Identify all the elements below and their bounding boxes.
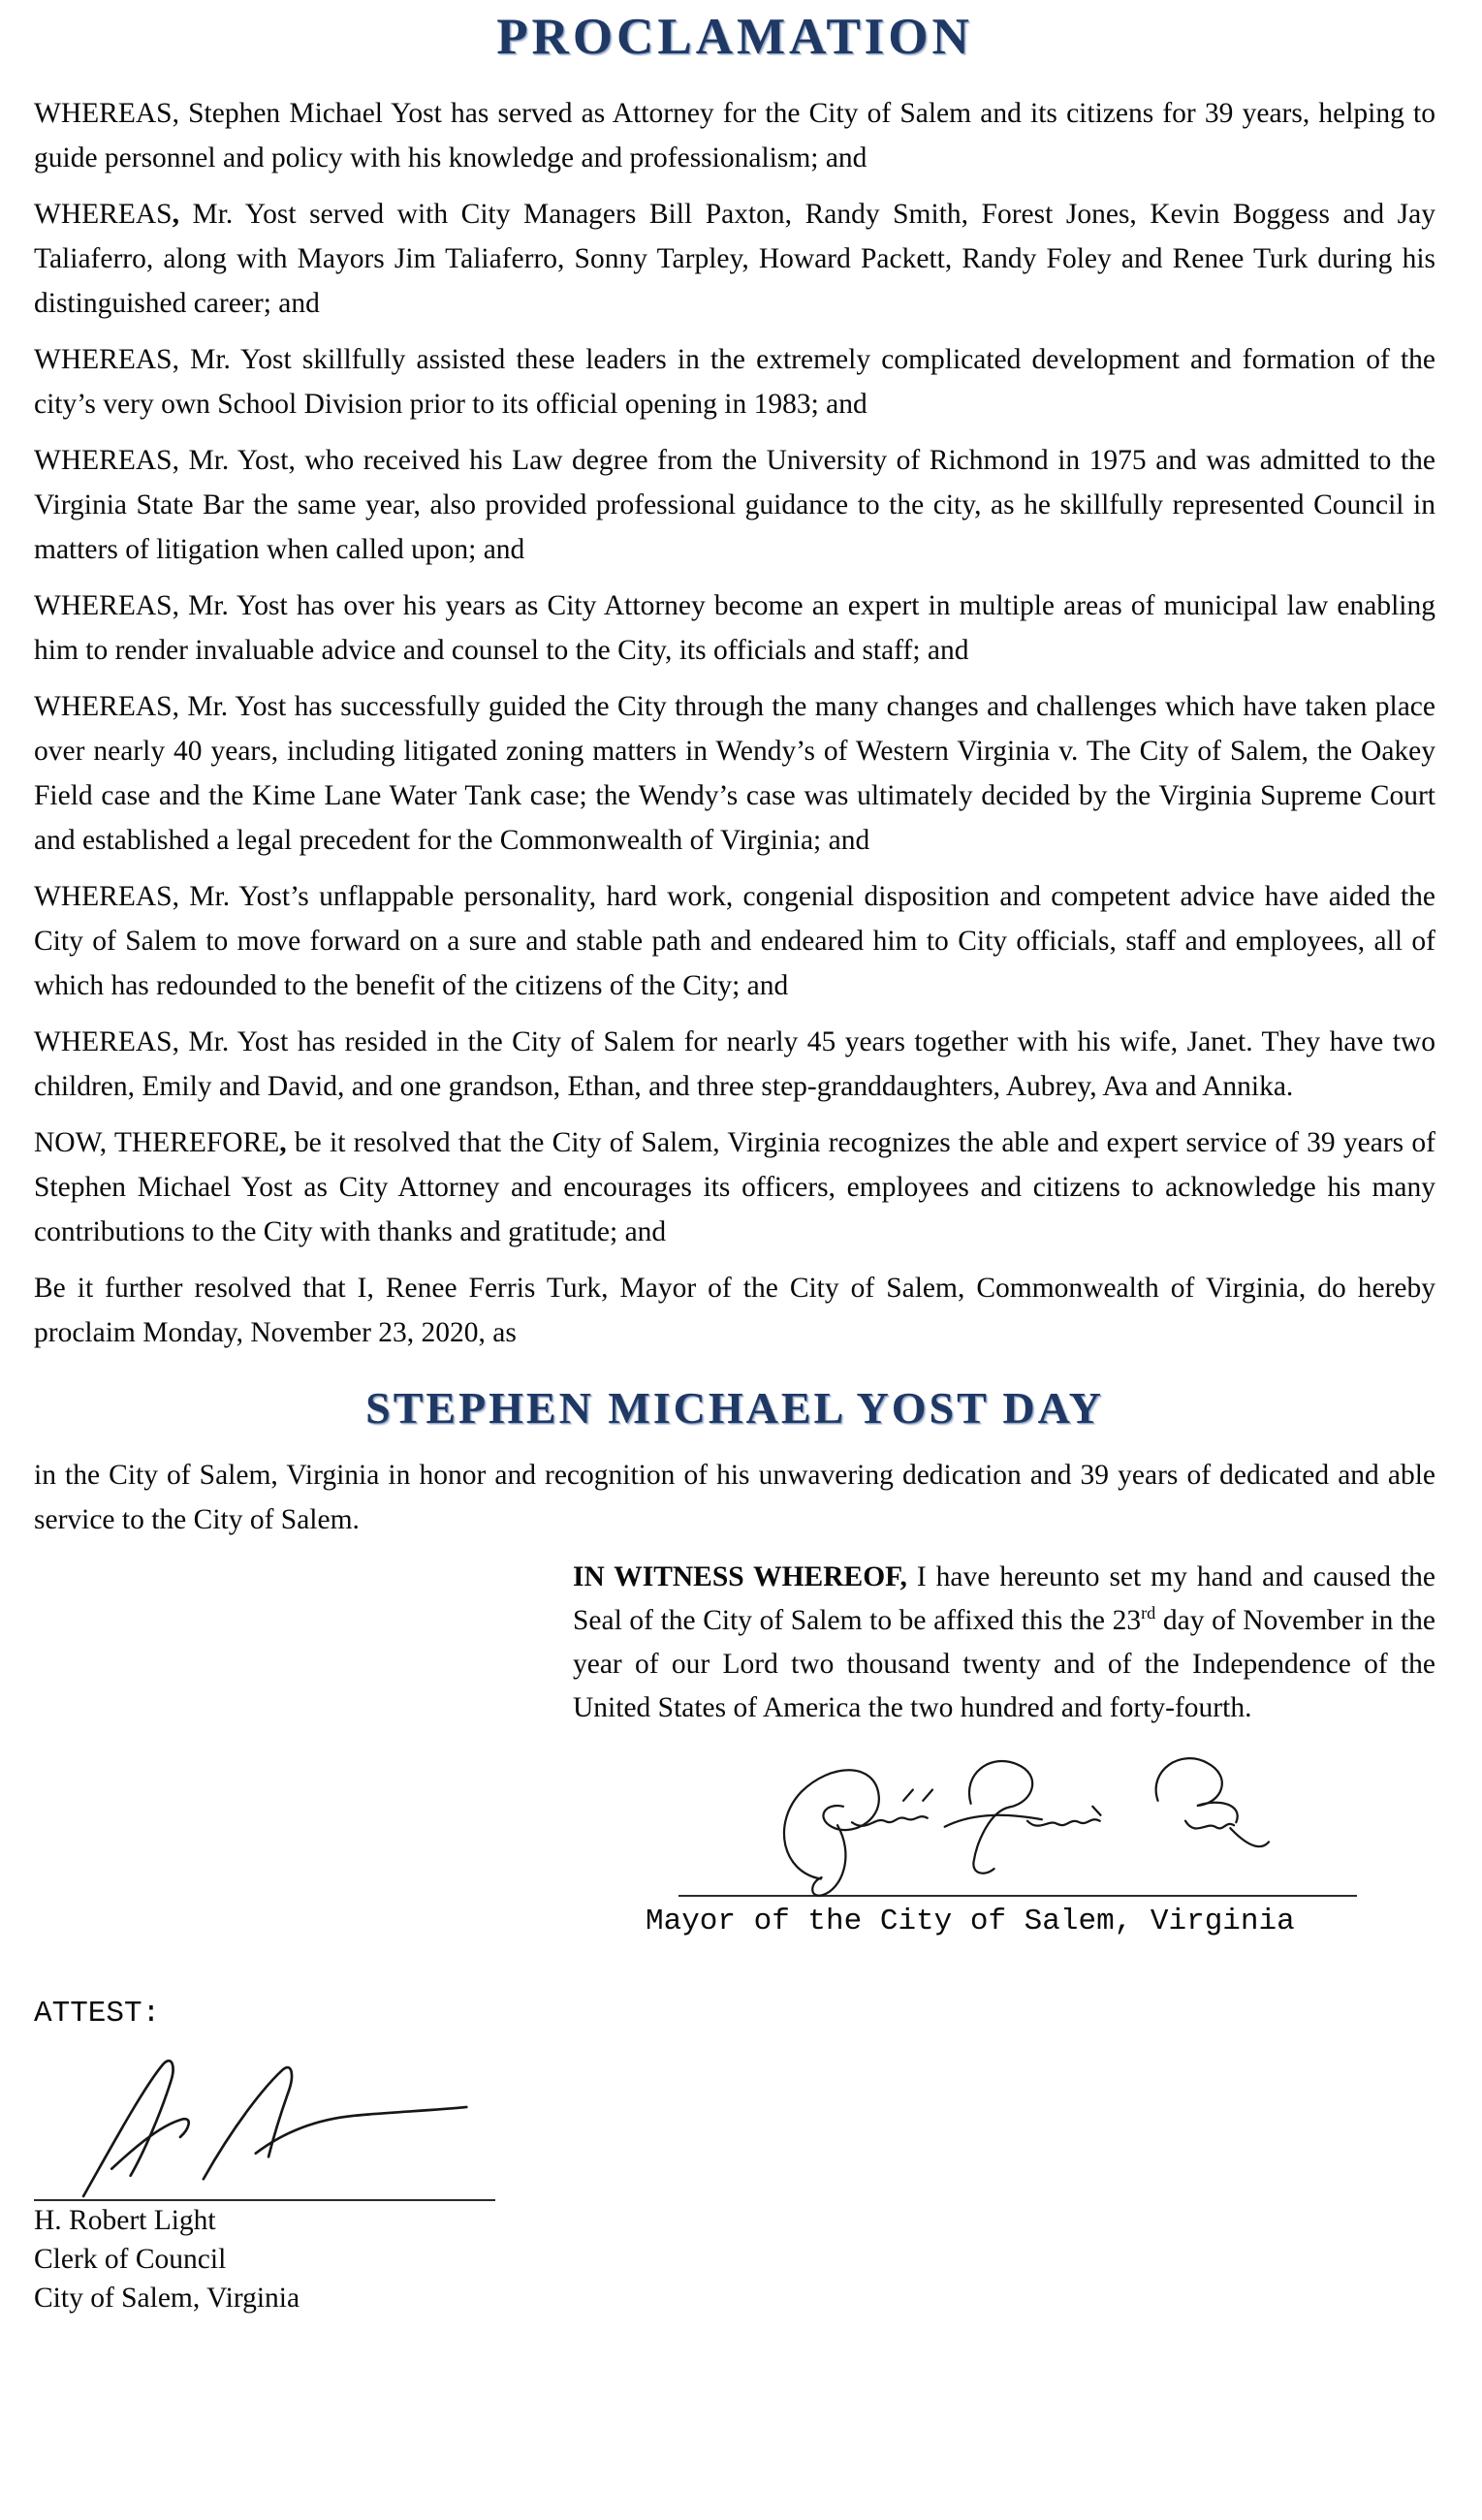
closing-paragraph: in the City of Salem, Virginia in honor and recognition of his unwavering dedication and 39 years of dedicated and able service to the City of Salem. bbox=[34, 1460, 1435, 1535]
body-paragraph bbox=[34, 583, 1435, 673]
witness-text-after-superscript: day of November in the year of our Lord two thousand twenty and of the Independence of the United States of America the two hundred and forty-fourth. bbox=[573, 1605, 1435, 1723]
clerk-title: Clerk of Council bbox=[34, 2244, 227, 2275]
witness-bold-lead: IN WITNESS WHEREOF, bbox=[573, 1561, 907, 1592]
body-paragraph bbox=[34, 874, 1435, 1008]
mayor-signature-block bbox=[669, 1734, 1367, 1897]
body-paragraph bbox=[34, 1266, 1435, 1355]
witness-ordinal-superscript: rd bbox=[1141, 1603, 1156, 1623]
clerk-identity-block bbox=[34, 2201, 1435, 2317]
witness-text-before-superscript: I have hereunto set my hand and caused the Seal of the City of Salem to be affixed this the 23 bbox=[573, 1561, 1435, 1636]
paragraph-segment: WHEREAS, Mr. Yost has resided in the City of Salem for nearly 45 years together with his wife, Janet. They have two children, Emily and David, and one grandson, Ethan, and three step-granddaughters, Aubrey, Ava and Annika. bbox=[34, 1026, 1435, 1102]
paragraph-segment: Be it further resolved that I, Renee Ferris Turk, Mayor of the City of Salem, Commonwealth of Virginia, do hereby proclaim Monday, November 23, 2020, as bbox=[34, 1273, 1435, 1348]
mayor-signature-icon bbox=[669, 1734, 1357, 1901]
body-paragraph bbox=[34, 337, 1435, 426]
body-paragraph bbox=[34, 91, 1435, 180]
clerk-name: H. Robert Light bbox=[34, 2205, 216, 2236]
paragraph-bold-segment: , bbox=[172, 199, 179, 230]
paragraph-segment: NOW, THEREFORE bbox=[34, 1127, 280, 1158]
mayor-signature-line bbox=[678, 1895, 1357, 1897]
paragraph-segment: WHEREAS, Mr. Yost skillfully assisted these leaders in the extremely complicated development and formation of the city’s very own School Division prior to its official opening in 1983; and bbox=[34, 344, 1435, 420]
witness-paragraph bbox=[573, 1556, 1435, 1730]
body-paragraph bbox=[34, 1120, 1435, 1254]
body-paragraph bbox=[34, 684, 1435, 863]
paragraph-segment: WHEREAS, Stephen Michael Yost has served as Attorney for the City of Salem and its citizens for 39 years, helping to guide personnel and policy with his knowledge and professionalism; and bbox=[34, 98, 1435, 173]
paragraph-segment: WHEREAS, Mr. Yost has successfully guided the City through the many changes and challenges which have taken place over nearly 40 years, including litigated zoning matters in Wendy’s of Western Virginia v. The City of Salem, the Oakey Field case and the Kime Lane Water Tank case; the Wendy’s case was ultimately decided by the Virginia Supreme Court and established a legal precedent for the Commonwealth of Virginia; and bbox=[34, 691, 1435, 856]
proclamation-title: PROCLAMATION bbox=[496, 9, 973, 65]
clerk-signature-icon bbox=[48, 2040, 504, 2203]
mayor-title-label: Mayor of the City of Salem, Virginia bbox=[646, 1905, 1295, 1938]
clerk-city: City of Salem, Virginia bbox=[34, 2283, 300, 2314]
paragraph-bold-segment: , bbox=[279, 1127, 287, 1158]
day-title: STEPHEN MICHAEL YOST DAY bbox=[365, 1383, 1104, 1433]
paragraph-segment: WHEREAS, Mr. Yost has over his years as City Attorney become an expert in multiple areas of municipal law enabling him to render invaluable advice and counsel to the City, its officials and staff; and bbox=[34, 590, 1435, 666]
attest-label: ATTEST: bbox=[34, 1997, 161, 2031]
paragraph-list bbox=[34, 91, 1435, 1355]
body-paragraph bbox=[34, 1020, 1435, 1109]
paragraph-segment: WHEREAS, Mr. Yost’s unflappable personality, hard work, congenial disposition and competent advice have aided the City of Salem to move forward on a sure and stable path and endeared him to City officials, staff and employees, all of which has redounded to the benefit of the citizens of the City; and bbox=[34, 881, 1435, 1001]
paragraph-segment: WHEREAS, Mr. Yost, who received his Law degree from the University of Richmond in 1975 and was admitted to the Virginia State Bar the same year, also provided professional guidance to the city, as he skillfully represented Council in matters of litigation when called upon; and bbox=[34, 445, 1435, 565]
body-paragraph bbox=[34, 192, 1435, 326]
clerk-signature-block bbox=[34, 2040, 1435, 2201]
body-paragraph bbox=[34, 438, 1435, 572]
paragraph-segment: be it resolved that the City of Salem, Virginia recognizes the able and expert service of 39 years of Stephen Michael Yost as City Attorney and encourages its officers, employees and citizens to acknowledge his many contributions to the City with thanks and gratitude; and bbox=[34, 1127, 1435, 1247]
paragraph-segment: WHEREAS bbox=[34, 199, 173, 230]
paragraph-segment: Mr. Yost served with City Managers Bill Paxton, Randy Smith, Forest Jones, Kevin Boggess and Jay Taliaferro, along with Mayors Jim Taliaferro, Sonny Tarpley, Howard Packett, Randy Foley and Renee Turk during his distinguished career; and bbox=[34, 199, 1435, 319]
